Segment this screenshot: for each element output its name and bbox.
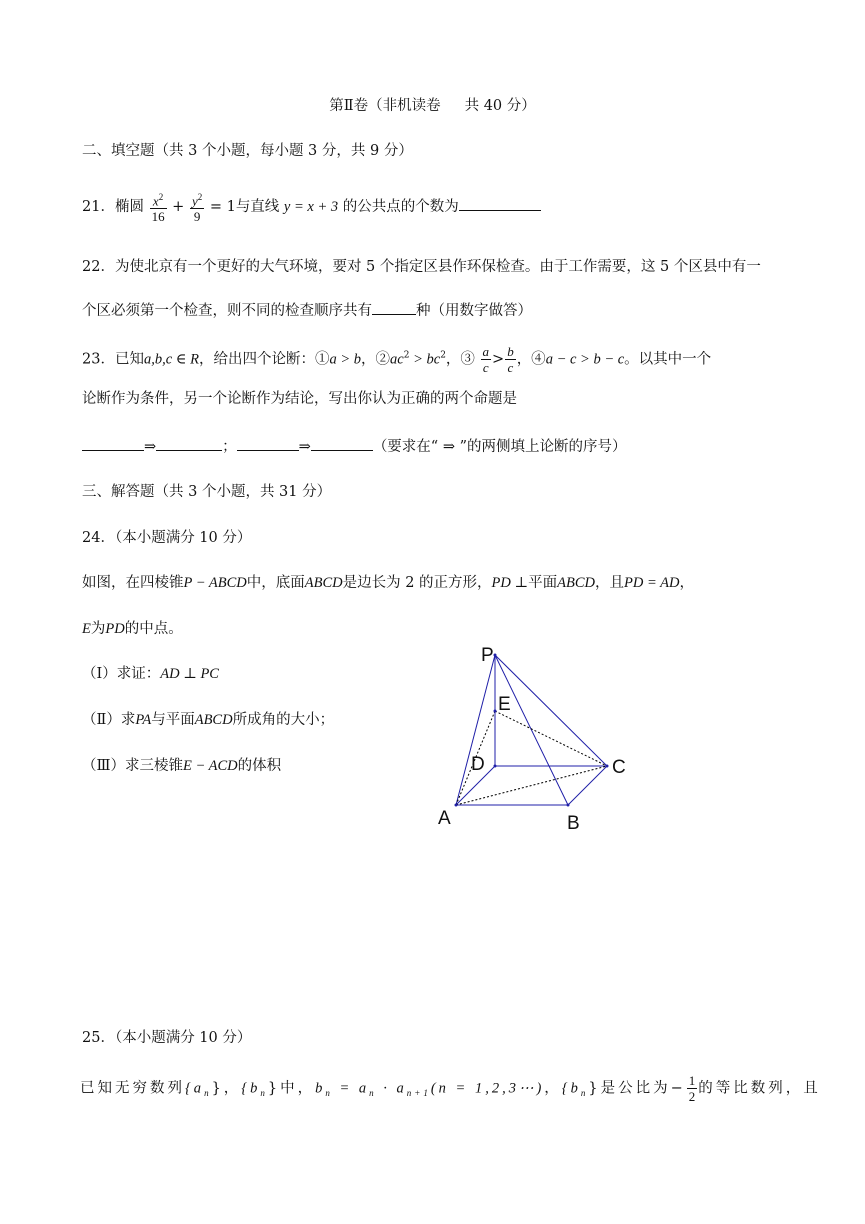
q21-9: 9 <box>193 209 201 225</box>
label-D: D <box>471 754 485 775</box>
q25-def: b <box>315 1080 326 1097</box>
q24-p3a: （Ⅲ）求三棱锥 <box>82 758 183 774</box>
q25-a: 已知无穷数列 <box>80 1080 185 1097</box>
vertex-E <box>494 710 497 713</box>
q24-abcd2: ABCD <box>557 575 595 591</box>
q23-b: ，给出四个论断：① <box>198 351 330 368</box>
q25-two: 2 <box>688 1089 696 1104</box>
q23-fgt: > <box>492 351 505 368</box>
q25-bn-sub: n <box>260 1088 268 1099</box>
q22-text-a: 个区必须第一个检查，则不同的检查顺序共有 <box>82 303 372 319</box>
q24-e: E <box>82 621 91 637</box>
q21-plus: + <box>172 199 185 216</box>
label-E: E <box>498 694 511 715</box>
q25-dot: · a <box>376 1080 407 1097</box>
q24-pd: PD ⊥ <box>491 575 529 591</box>
q25-c: 的等比数列，且 <box>698 1080 821 1097</box>
q24-p2d: ABCD <box>194 712 233 728</box>
q23-fc1: c <box>482 360 489 375</box>
q25-paren: (n = 1,2,3⋯) <box>430 1080 545 1097</box>
q23-s4: a − c > b − c <box>545 351 625 368</box>
q25-comma2: ， <box>544 1080 562 1097</box>
q24-l2b: 的中点。 <box>124 621 183 637</box>
vertex-D <box>494 765 497 768</box>
vertex-A <box>455 804 458 807</box>
q23-blank-3[interactable] <box>237 436 299 451</box>
q24-part-3 <box>82 756 281 776</box>
q25-b: 是公比为 <box>600 1080 671 1097</box>
question-21 <box>82 190 541 224</box>
q23-fa: a <box>482 344 490 359</box>
q24-part-2 <box>82 710 334 730</box>
q23-e: ，④ <box>516 351 546 368</box>
q24-p1b: AD ⊥ PC <box>160 666 219 682</box>
q24-line2 <box>82 619 183 639</box>
q24-p3b: E − ACD <box>182 758 238 774</box>
q25-header: 25．（本小题满分 10 分） <box>82 1030 252 1046</box>
q21-answer-blank[interactable] <box>459 196 541 211</box>
edge-BC <box>568 766 607 805</box>
label-B: B <box>567 813 580 834</box>
q21-frac-x: $\frac{x^2}{16}$ <box>151 192 165 225</box>
q24-l1f: ， <box>679 575 694 591</box>
pyramid-figure <box>430 636 640 836</box>
q23-a: 23．已知 <box>82 351 144 368</box>
q24-l1c: 是边长为 2 的正方形， <box>342 575 492 591</box>
q23-frac-b-c <box>505 344 516 375</box>
q25-eq-sub: n <box>369 1088 377 1099</box>
q22-answer-blank[interactable] <box>372 300 416 315</box>
q25-close2: } <box>267 1080 281 1097</box>
question-23-line1: 23．已知a,b,c ∈ R，给出四个论断：①a > b，$②ac^2 > bc^2$，③ $\frac{a}{c}$ > $\frac{b}{c}$ ，④a − c > b − c。以其中一个 <box>82 344 712 375</box>
q24-p2c: 与平面 <box>151 712 195 728</box>
vertex-B <box>567 804 570 807</box>
q21-16: 16 <box>151 209 165 225</box>
q23-s2a: ac <box>390 351 404 368</box>
q24-pabcd: P − ABCD <box>183 575 247 591</box>
q25-comma1: ， <box>223 1080 242 1097</box>
q24-l2a: 为 <box>90 621 106 637</box>
q21-eq1: = 1 <box>209 199 236 216</box>
q25-def-sub: n <box>325 1088 333 1099</box>
q23-arrow-2: ⇒ <box>298 439 311 455</box>
figure-edges <box>456 655 607 805</box>
q25-bn2: {b <box>561 1080 581 1097</box>
label-C: C <box>612 757 626 778</box>
solve-section-heading: 三、解答题（共 3 个小题，共 31 分） <box>82 484 332 500</box>
q25-bn: {b <box>241 1080 261 1097</box>
question-22-line2 <box>82 300 532 321</box>
title-total: 共 40 分） <box>464 98 536 114</box>
q23-note: （要求在“ ⇒ ”的两侧填上论断的序号） <box>372 439 627 455</box>
section-title <box>0 94 865 115</box>
q21-y: y <box>191 193 198 209</box>
vertex-P <box>494 654 497 657</box>
q23-fc2: c <box>507 360 514 375</box>
q23-frac-a-c <box>481 344 492 375</box>
edge-PB <box>495 655 568 805</box>
figure-labels <box>438 645 626 834</box>
q25-frac-half <box>687 1073 698 1104</box>
q24-part-1 <box>82 664 219 684</box>
q23-vars: a,b,c ∈ R <box>143 351 199 368</box>
q25-close1: } <box>211 1080 224 1097</box>
q25-one: 1 <box>688 1073 696 1088</box>
q24-l1a: 如图，在四棱锥 <box>82 575 184 591</box>
q23-arrow-1: ⇒ <box>144 439 157 455</box>
q21-frac-y: $\frac{y^2}{9}$ <box>191 192 203 225</box>
q25-np1: n+1 <box>406 1088 431 1099</box>
q24-l1b: 中，底面 <box>246 575 305 591</box>
q23-d: ，③ <box>445 351 475 368</box>
q23-fb: b <box>507 344 514 359</box>
q24-abcd: ABCD <box>304 575 343 591</box>
q24-p2e: 所成角的大小； <box>232 712 335 728</box>
label-P: P <box>481 645 494 666</box>
fill-section-heading: 二、填空题（共 3 个小题，每小题 3 分，共 9 分） <box>82 143 413 159</box>
q25-neg: − <box>670 1080 686 1097</box>
q24-p1a: （Ⅰ）求证： <box>82 666 161 682</box>
q24-pd2: PD <box>105 621 125 637</box>
q21-tail: 的公共点的个数为 <box>342 199 459 216</box>
title-part: 第Ⅱ卷（非机读卷 <box>329 98 441 114</box>
q21-mid: 与直线 <box>235 199 280 216</box>
q25-eq: = a <box>332 1080 370 1097</box>
question-23-line3 <box>82 436 627 457</box>
q25-close3: } <box>588 1080 601 1097</box>
segment-EC <box>495 711 607 766</box>
q24-pdad: PD = AD <box>624 575 680 591</box>
q24-l1e: ，且 <box>595 575 624 591</box>
vertex-C <box>606 765 609 768</box>
q25-mid: 中， <box>280 1080 316 1097</box>
question-22-line1: 22．为使北京有一个更好的大气环境，要对 5 个指定区县作环保检查。由于工作需要，这 5 个区县中有一 <box>82 259 761 275</box>
label-A: A <box>438 808 451 829</box>
q21-num: 21．椭圆 <box>82 199 144 216</box>
edge-PA <box>456 655 495 805</box>
q21-x: x <box>152 193 159 209</box>
q25-line1 <box>80 1073 821 1104</box>
question-23-line2: 论断作为条件，另一个论断作为结论，写出你认为正确的两个命题是 <box>82 391 517 407</box>
q23-c: ，② <box>361 351 391 368</box>
q22-text-b: 种（用数字做答） <box>416 303 532 319</box>
q25-an-sub: n <box>204 1088 212 1099</box>
q24-line1 <box>82 573 694 593</box>
q24-p2b: PA <box>135 712 152 728</box>
q25-an: {a <box>185 1080 205 1097</box>
q23-f: 。以其中一个 <box>624 351 712 368</box>
q23-s1: a > b <box>329 351 362 368</box>
q21-line: y = x + 3 <box>283 199 339 216</box>
q23-blank-4[interactable] <box>311 436 373 451</box>
q25-bn2-sub: n <box>580 1088 589 1099</box>
edge-PC <box>495 655 607 766</box>
q24-header: 24．（本小题满分 10 分） <box>82 530 252 546</box>
q24-p2a: （Ⅱ）求 <box>82 712 136 728</box>
q23-s2b: > bc <box>409 351 441 368</box>
q23-blank-1[interactable] <box>82 436 144 451</box>
q24-l1d: 平面 <box>528 575 558 591</box>
q23-blank-2[interactable] <box>156 436 222 451</box>
q23-semi: ； <box>222 439 237 455</box>
q24-p3c: 的体积 <box>237 758 282 774</box>
